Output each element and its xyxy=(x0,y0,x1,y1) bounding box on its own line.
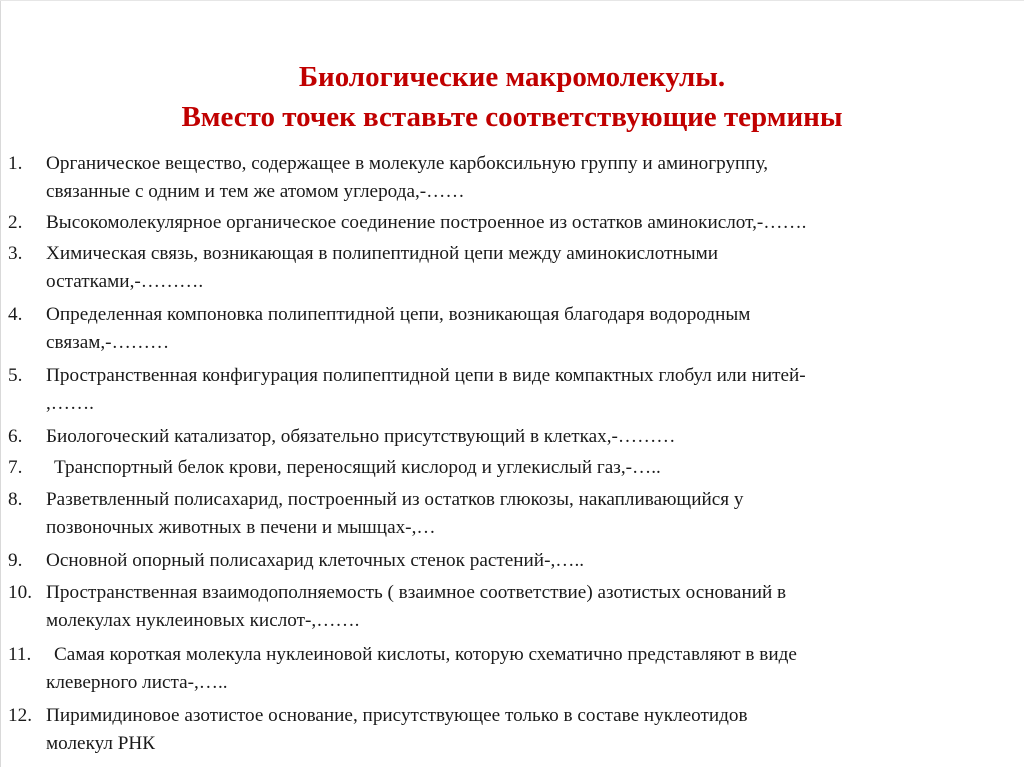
item-number: 8. xyxy=(8,489,23,510)
item-text xyxy=(46,486,996,542)
item-text xyxy=(46,702,996,758)
item-text-line: позвоночных животных в печени и мышцах-,… xyxy=(46,517,436,538)
item-text-line: Биологоческий катализатор, обязательно присутствующий в клетках,-……… xyxy=(46,426,676,447)
item-number: 2. xyxy=(8,212,23,233)
slide-title-line-1: Биологические макромолекулы. xyxy=(298,61,726,93)
item-number: 11. xyxy=(8,644,32,665)
item-text-line: Транспортный белок крови, переносящий кислород и углекислый газ,-….. xyxy=(54,457,661,478)
item-text-line: Разветвленный полисахарид, построенный из остатков глюкозы, накапливающийся у xyxy=(46,489,744,510)
item-text-line: Основной опорный полисахарид клеточных стенок растений-,….. xyxy=(46,550,585,571)
item-text-line: связам,-……… xyxy=(46,332,170,353)
item-text-line: клеверного листа-,….. xyxy=(46,672,228,693)
item-text xyxy=(46,579,996,635)
item-number: 1. xyxy=(8,153,23,174)
item-number: 12. xyxy=(8,705,32,726)
slide-top-edge xyxy=(0,0,1024,1)
item-number: 10. xyxy=(8,582,32,603)
item-text-line: остатками,-………. xyxy=(46,271,204,292)
item-text xyxy=(46,362,996,418)
item-text xyxy=(46,209,996,237)
item-text xyxy=(46,301,996,357)
item-text-line: молекулах нуклеиновых кислот-,……. xyxy=(46,610,360,631)
item-text-line: молекул РНК xyxy=(46,733,156,754)
item-text xyxy=(46,547,996,575)
item-text xyxy=(46,240,996,296)
item-text xyxy=(46,150,996,206)
item-text xyxy=(46,423,996,451)
item-number: 3. xyxy=(8,243,23,264)
item-number: 4. xyxy=(8,304,23,325)
item-text-line: Органическое вещество, содержащее в молекуле карбоксильную группу и аминогруппу, xyxy=(46,153,769,174)
item-text-line: Самая короткая молекула нуклеиновой кислоты, которую схематично представляют в виде xyxy=(54,644,797,665)
item-number: 6. xyxy=(8,426,23,447)
item-text-line: Высокомолекулярное органическое соединение построенное из остатков аминокислот,-……. xyxy=(46,212,807,233)
item-text-line: Пиримидиновое азотистое основание, присутствующее только в составе нуклеотидов xyxy=(46,705,748,726)
item-text-line: связанные с одним и тем же атомом углерода,-…… xyxy=(46,181,465,202)
item-text xyxy=(46,454,996,482)
item-text-line: Пространственная взаимодополняемость ( взаимное соответствие) азотистых оснований в xyxy=(46,582,787,603)
item-text-line: Определенная компоновка полипептидной цепи, возникающая благодаря водородным xyxy=(46,304,751,325)
item-text-line: ,……. xyxy=(46,393,94,414)
item-number: 5. xyxy=(8,365,23,386)
item-number: 7. xyxy=(8,457,23,478)
item-number: 9. xyxy=(8,550,23,571)
item-text-line: Пространственная конфигурация полипептидной цепи в виде компактных глобул или нитей- xyxy=(46,365,806,386)
item-text-line: Химическая связь, возникающая в полипептидной цепи между аминокислотными xyxy=(46,243,719,264)
slide-title-line-2: Вместо точек вставьте соответствующие термины xyxy=(181,101,843,133)
item-text xyxy=(46,641,996,697)
